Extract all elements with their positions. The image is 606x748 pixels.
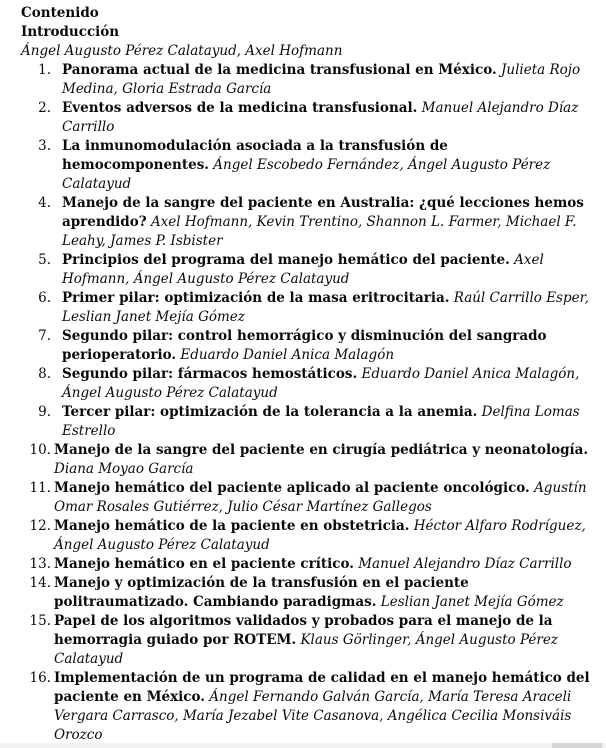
toc-item[interactable] [21, 289, 598, 327]
toc-item[interactable] [21, 137, 598, 194]
toc-item[interactable] [21, 441, 598, 479]
item-title: Eventos adversos de la medicina transfusional. [62, 100, 418, 116]
item-title: Primer pilar: optimización de la masa eritrocitaria. [62, 290, 450, 306]
item-authors: Axel Hofmann, Kevin Trentino, Shannon L. Farmer, Michael F. Leahy, James P. Isbister [62, 214, 577, 249]
item-title: Implementación de un programa de calidad en el manejo hemático del paciente en México. [54, 670, 590, 705]
item-title: Manejo y optimización de la transfusión en el paciente politraumatizado. Cambiando paradigmas. [54, 575, 469, 610]
toc-item[interactable] [21, 669, 598, 745]
intro-authors: Ángel Augusto Pérez Calatayud, Axel Hofmann [21, 43, 343, 59]
item-authors: Ángel Escobedo Fernández, Ángel Augusto Pérez Calatayud [62, 157, 551, 192]
scrollbar-thumb[interactable] [552, 743, 602, 748]
item-authors: Héctor Alfaro Rodríguez, Ángel Augusto Pérez Calatayud [54, 518, 586, 553]
item-authors: Klaus Görlinger, Ángel Augusto Pérez Calatayud [54, 632, 558, 667]
toc-item[interactable] [21, 61, 598, 99]
item-number: 15. [29, 613, 51, 629]
item-number: 13. [29, 556, 51, 572]
section-heading-introduccion: Introducción [21, 24, 120, 40]
toc-item[interactable] [21, 251, 598, 289]
item-number: 1. [38, 62, 51, 78]
item-number: 16. [29, 670, 51, 686]
item-title: Segundo pilar: fármacos hemostáticos. [62, 366, 358, 382]
item-title: Manejo de la sangre del paciente en Australia: ¿qué lecciones hemos aprendido? [62, 195, 584, 230]
item-authors: Manuel Alejandro Díaz Carrillo [358, 556, 572, 572]
toc-item[interactable] [21, 403, 598, 441]
toc-item[interactable] [21, 327, 598, 365]
item-title: Manejo hemático en el paciente crítico. [54, 556, 354, 572]
item-title: Manejo hemático del paciente aplicado al paciente oncológico. [54, 480, 530, 496]
toc-item[interactable] [21, 517, 598, 555]
item-number: 11. [29, 480, 51, 496]
item-authors: Julieta Rojo Medina, Gloria Estrada García [62, 62, 581, 97]
item-number: 9. [38, 404, 51, 420]
horizontal-scrollbar[interactable] [0, 743, 606, 748]
item-title: Manejo hemático de la paciente en obstetricia. [54, 518, 410, 534]
toc-item[interactable] [21, 612, 598, 669]
item-number: 12. [29, 518, 51, 534]
page-title: Contenido [21, 5, 99, 21]
item-number: 10. [29, 442, 51, 458]
toc-list [21, 61, 598, 745]
item-title: Tercer pilar: optimización de la tolerancia a la anemia. [62, 404, 478, 420]
item-authors: Delfina Lomas Estrello [62, 404, 580, 439]
toc-item[interactable] [21, 99, 598, 137]
item-title: Manejo de la sangre del paciente en cirugía pediátrica y neonatología. [54, 442, 589, 458]
toc-item[interactable] [21, 555, 598, 574]
item-authors: Eduardo Daniel Anica Malagón [180, 347, 395, 363]
item-number: 5. [38, 252, 51, 268]
item-title: Segundo pilar: control hemorrágico y disminución del sangrado perioperatorio. [62, 328, 547, 363]
toc-item[interactable] [21, 574, 598, 612]
item-number: 4. [38, 195, 51, 211]
toc-item[interactable] [21, 194, 598, 251]
item-number: 7. [38, 328, 51, 344]
item-authors: Agustín Omar Rosales Gutiérrez, Julio César Martínez Gallegos [54, 480, 587, 515]
item-number: 6. [38, 290, 51, 306]
item-title: Papel de los algoritmos validados y probados para el manejo de la hemorragia guiado por ROTEM. [54, 613, 553, 648]
item-authors: Axel Hofmann, Ángel Augusto Pérez Calatayud [62, 252, 544, 287]
item-title: La inmunomodulación asociada a la transfusión de hemocomponentes. [62, 138, 448, 173]
item-number: 8. [38, 366, 51, 382]
item-number: 3. [38, 138, 51, 154]
item-authors: Eduardo Daniel Anica Malagón, Ángel Augusto Pérez Calatayud [62, 366, 580, 401]
item-authors: Manuel Alejandro Díaz Carrillo [62, 100, 579, 135]
item-number: 14. [29, 575, 51, 591]
item-authors: Leslian Janet Mejía Gómez [380, 594, 564, 610]
item-authors: Ángel Fernando Galván García, María Teresa Araceli Vergara Carrasco, María Jezabel Vite Casanova, Angélica Cecilia Monsiváis Orozco [54, 689, 572, 743]
item-authors: Raúl Carrillo Esper, Leslian Janet Mejía Gómez [62, 290, 589, 325]
item-title: Panorama actual de la medicina transfusional en México. [62, 62, 497, 78]
item-title: Principios del programa del manejo hemático del paciente. [62, 252, 510, 268]
item-number: 2. [38, 100, 51, 116]
item-authors: Diana Moyao García [54, 461, 194, 477]
toc-item[interactable] [21, 479, 598, 517]
toc-item[interactable] [21, 365, 598, 403]
